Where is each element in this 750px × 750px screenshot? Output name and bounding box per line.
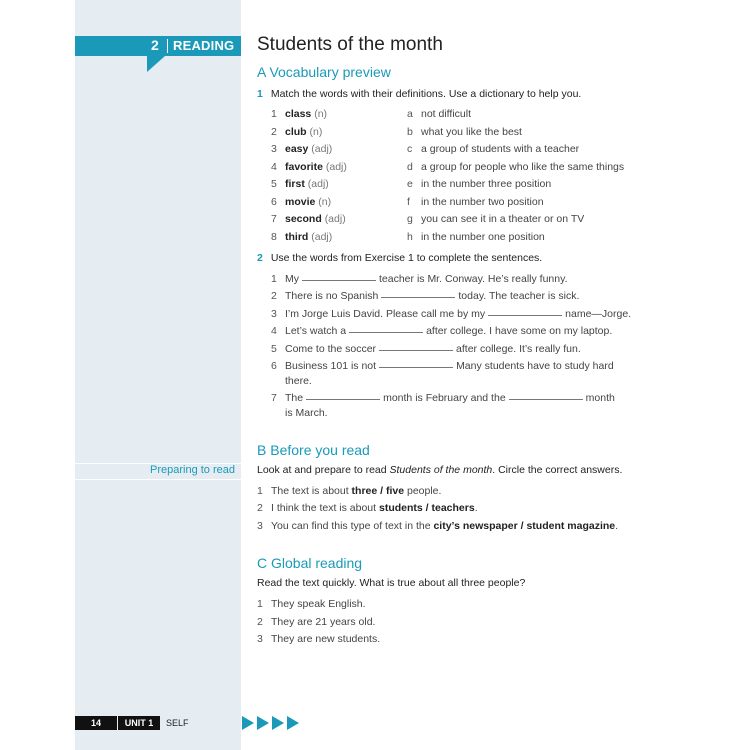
word-item: 6 movie (n) [271,196,332,208]
definition-text: in the number one position [421,231,545,243]
answer-blank[interactable] [381,297,455,298]
word-item: 8 third (adj) [271,231,333,243]
definition-letter: g [407,213,413,225]
definition-letter: d [407,161,413,173]
section-number: 2 [151,37,159,53]
sentence-item: 6 Business 101 is not Many students have to study hard [271,360,614,372]
unit-label: UNIT 1 [118,716,160,730]
definition-letter: h [407,231,413,243]
vocab-heading: A Vocabulary preview [257,64,391,80]
list-item: 1 The text is about three / five people. [257,485,442,497]
exercise-text: Use the words from Exercise 1 to complete the sentences. [270,252,543,264]
list-item: 2 They are 21 years old. [257,616,376,628]
definition-text: in the number two position [421,196,544,208]
margin-divider [75,479,241,480]
before-heading: B Before you read [257,442,370,458]
sentence-item: 2 There is no Spanish today. The teacher is sick. [271,290,580,302]
list-item: 2 I think the text is about students / teachers. [257,502,478,514]
answer-blank[interactable] [302,280,376,281]
chevron-right-icon [257,716,269,730]
definition-text: what you like the best [421,126,522,138]
definition-text: not difficult [421,108,472,120]
exercise-1-instruction [257,88,581,100]
page-number: 14 [75,716,117,730]
list-item: 3 They are new students. [257,633,381,645]
answer-blank[interactable] [379,367,453,368]
definition-letter: a [407,108,413,120]
margin-column [75,0,241,750]
sentence-continuation: there. [285,375,312,387]
answer-blank[interactable] [379,350,453,351]
definition-text: in the number three position [421,178,552,190]
before-instruction: Look at and prepare to read Students of the month. Circle the correct answers. [257,464,623,476]
sentence-item: 5 Come to the soccer after college. It’s really fun. [271,343,581,355]
answer-blank[interactable] [509,399,583,400]
definition-text: a group of students with a teacher [421,143,580,155]
page-title: Students of the month [257,34,443,55]
global-instruction: Read the text quickly. What is true about all three people? [257,577,526,589]
definition-text: a group for people who like the same things [421,161,625,173]
section-tab-tail [147,56,165,72]
section-name: READING [173,38,235,53]
word-item: 5 first (adj) [271,178,329,190]
global-heading: C Global reading [257,555,363,571]
sentence-item: 1 My teacher is Mr. Conway. He’s really funny. [271,273,568,285]
list-item: 3 You can find this type of text in the city’s newspaper / student magazine. [257,520,619,532]
answer-blank[interactable] [349,332,423,333]
chevron-right-icon [242,716,254,730]
word-item: 4 favorite (adj) [271,161,347,173]
sentence-item: 7 The month is February and the month [271,392,615,404]
chevron-right-icon [287,716,299,730]
definition-letter: f [407,196,410,208]
definition-letter: c [407,143,413,155]
definition-letter: b [407,126,413,138]
exercise-number: 1 [257,88,263,100]
sentence-item: 4 Let’s watch a after college. I have some on my laptop. [271,325,613,337]
answer-blank[interactable] [488,315,562,316]
sentence-continuation: is March. [285,407,328,419]
word-item: 2 club (n) [271,126,323,138]
section-tab [75,36,241,56]
unit-topic: SELF [166,718,189,728]
definition-text: you can see it in a theater or on TV [421,213,585,225]
chevron-right-icon [272,716,284,730]
margin-label: Preparing to read [150,464,235,476]
word-item: 3 easy (adj) [271,143,333,155]
exercise-number: 2 [257,252,263,264]
word-item: 7 second (adj) [271,213,346,225]
definition-letter: e [407,178,413,190]
answer-blank[interactable] [306,399,380,400]
sentence-item: 3 I’m Jorge Luis David. Please call me by my name—Jorge. [271,308,632,320]
exercise-text: Match the words with their definitions. Use a dictionary to help you. [270,88,582,100]
exercise-2-instruction [257,252,542,264]
word-item: 1 class (n) [271,108,328,120]
section-separator [167,39,168,53]
list-item: 1 They speak English. [257,598,366,610]
